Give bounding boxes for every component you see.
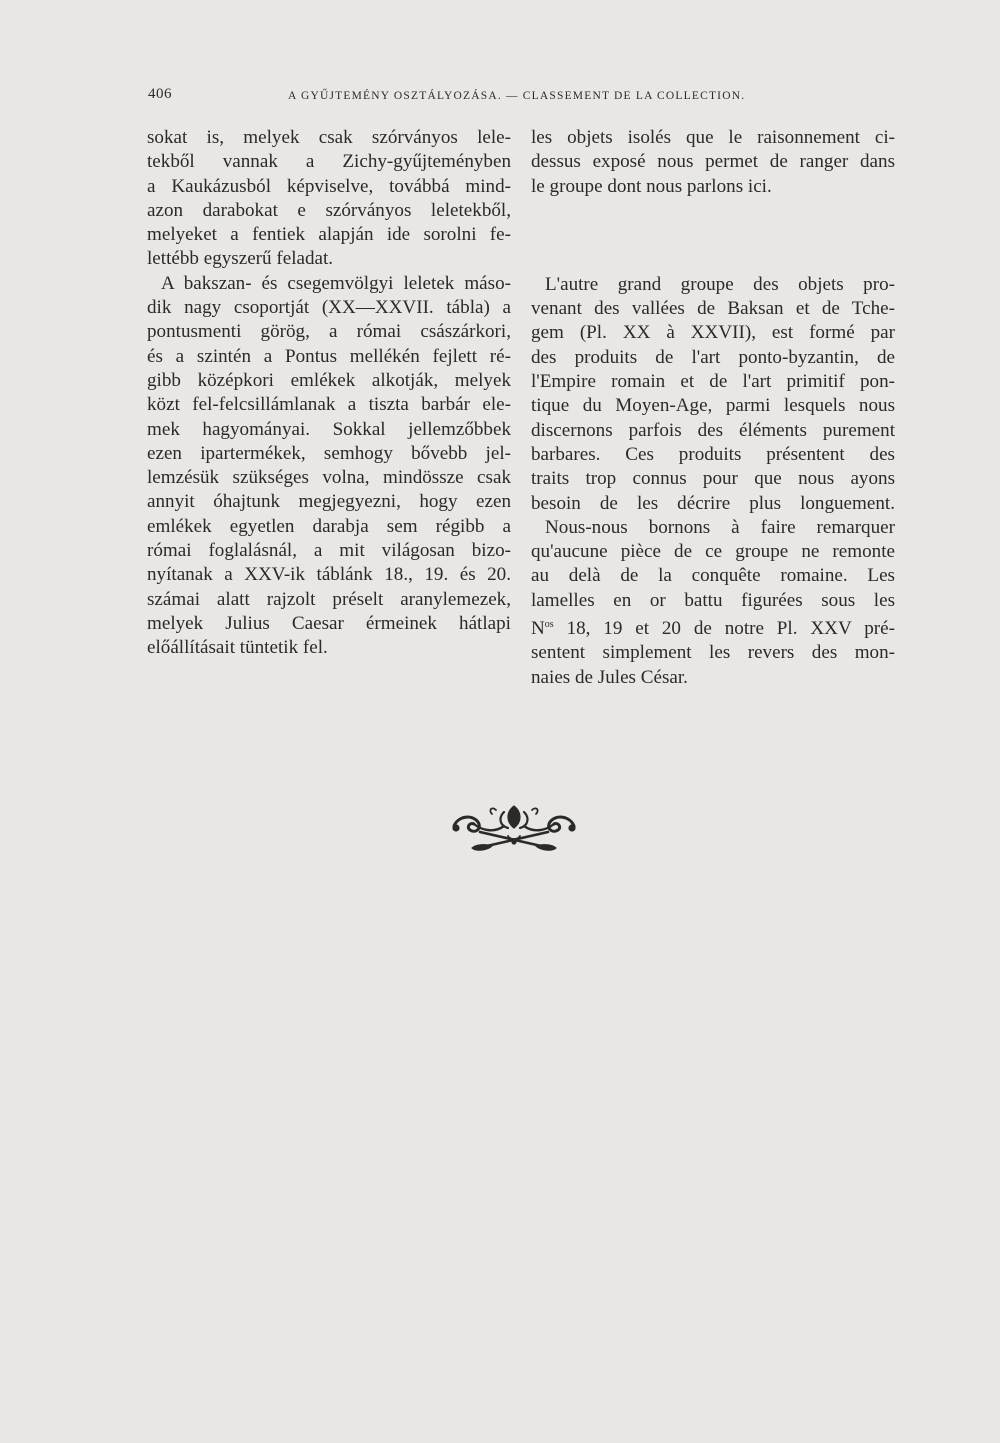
text-line: traits trop connus pour que nous ayons	[531, 468, 895, 490]
text-line: ezen ipartermékek, semhogy bővebb jel-	[147, 442, 511, 464]
text-line: qu'aucune pièce de ce groupe ne remonte	[531, 541, 895, 563]
text-line: lemzésük szükséges volna, mindössze csak	[147, 467, 511, 489]
numero-prefix: N	[531, 618, 545, 640]
text-line: mek hagyományai. Sokkal jellemzőbbek	[147, 418, 511, 440]
text-line: közt fel-felcsillámlanak a tiszta barbár ele-	[147, 394, 511, 416]
numero-rest: 18, 19 et 20 de notre Pl. XXV pré-	[553, 618, 895, 640]
text-line: pontusmenti görög, a római császárkori,	[147, 321, 511, 343]
scroll-ornament-icon	[448, 802, 580, 860]
text-line: barbares. Ces produits présentent des	[531, 443, 895, 465]
text-line: les objets isolés que le raisonnement ci-	[531, 127, 895, 148]
text-line: melyek Julius Caesar érmeinek hátlapi	[147, 612, 511, 634]
numero-superscript: os	[544, 619, 554, 631]
text-line: a Kaukázusból képviselve, továbbá mind-	[147, 175, 511, 197]
text-line: A bakszan- és csegemvölgyi leletek máso-	[161, 272, 511, 294]
text-line: sokat is, melyek csak szórványos lele-	[147, 127, 511, 148]
running-head: A GYŰJTEMÉNY OSZTÁLYOZÁSA. — CLASSEMENT DE LA COLLECTION.	[288, 90, 746, 102]
text-line: le groupe dont nous parlons ici.	[531, 175, 772, 197]
text-line: annyit óhajtunk megjegyezni, hogy ezen	[147, 491, 511, 513]
text-line: tekből vannak a Zichy-gyűjteményben	[147, 151, 511, 173]
text-line: számai alatt rajzolt préselt aranylemezek,	[147, 588, 511, 610]
text-line: előállításait tüntetik fel.	[147, 637, 328, 659]
text-line: emlékek egyetlen darabja sem régibb a	[147, 515, 511, 537]
text-line: dik nagy csoportját (XX—XXVII. tábla) a	[147, 297, 511, 319]
hungarian-column	[147, 126, 511, 661]
text-line: l'Empire romain et de l'art primitif pon-	[531, 371, 895, 393]
text-line: gem (Pl. XX à XXVII), est formé par	[531, 322, 895, 344]
text-line: nyítanak a XXV-ik táblánk 18., 19. és 20.	[147, 564, 511, 586]
paragraph-gap	[531, 199, 895, 273]
text-line: azon darabokat e szórványos leletekből,	[147, 199, 511, 221]
text-line: discernons parfois des éléments purement	[531, 419, 895, 441]
text-line: besoin de les décrire plus longuement.	[531, 492, 895, 514]
text-line: L'autre grand groupe des objets pro-	[545, 273, 895, 295]
text-line: tique du Moyen-Age, parmi lesquels nous	[531, 395, 895, 417]
text-line-numbers	[531, 613, 895, 641]
text-line: és a szintén a Pontus mellékén fejlett ré-	[147, 345, 511, 367]
text-line: des produits de l'art ponto-byzantin, de	[531, 346, 895, 368]
text-line: lamelles en or battu figurées sous les	[531, 589, 895, 611]
text-line: gibb középkori emlékek alkotják, melyek	[147, 369, 511, 391]
text-line: Nous-nous bornons à faire remarquer	[545, 516, 895, 538]
text-line: sentent simplement les revers des mon-	[531, 642, 895, 664]
text-line: venant des vallées de Baksan et de Tche-	[531, 298, 895, 320]
text-line: lettébb egyszerű feladat.	[147, 248, 334, 270]
text-line: au delà de la conquête romaine. Les	[531, 565, 895, 587]
text-line: melyeket a fentiek alapján ide sorolni fe-	[147, 224, 511, 246]
text-line: dessus exposé nous permet de ranger dans	[531, 151, 895, 173]
text-line: római foglalásnál, a mit világosan bizo-	[147, 540, 511, 562]
french-column	[531, 126, 895, 690]
page-number: 406	[148, 86, 172, 102]
text-line: naies de Jules César.	[531, 666, 688, 688]
